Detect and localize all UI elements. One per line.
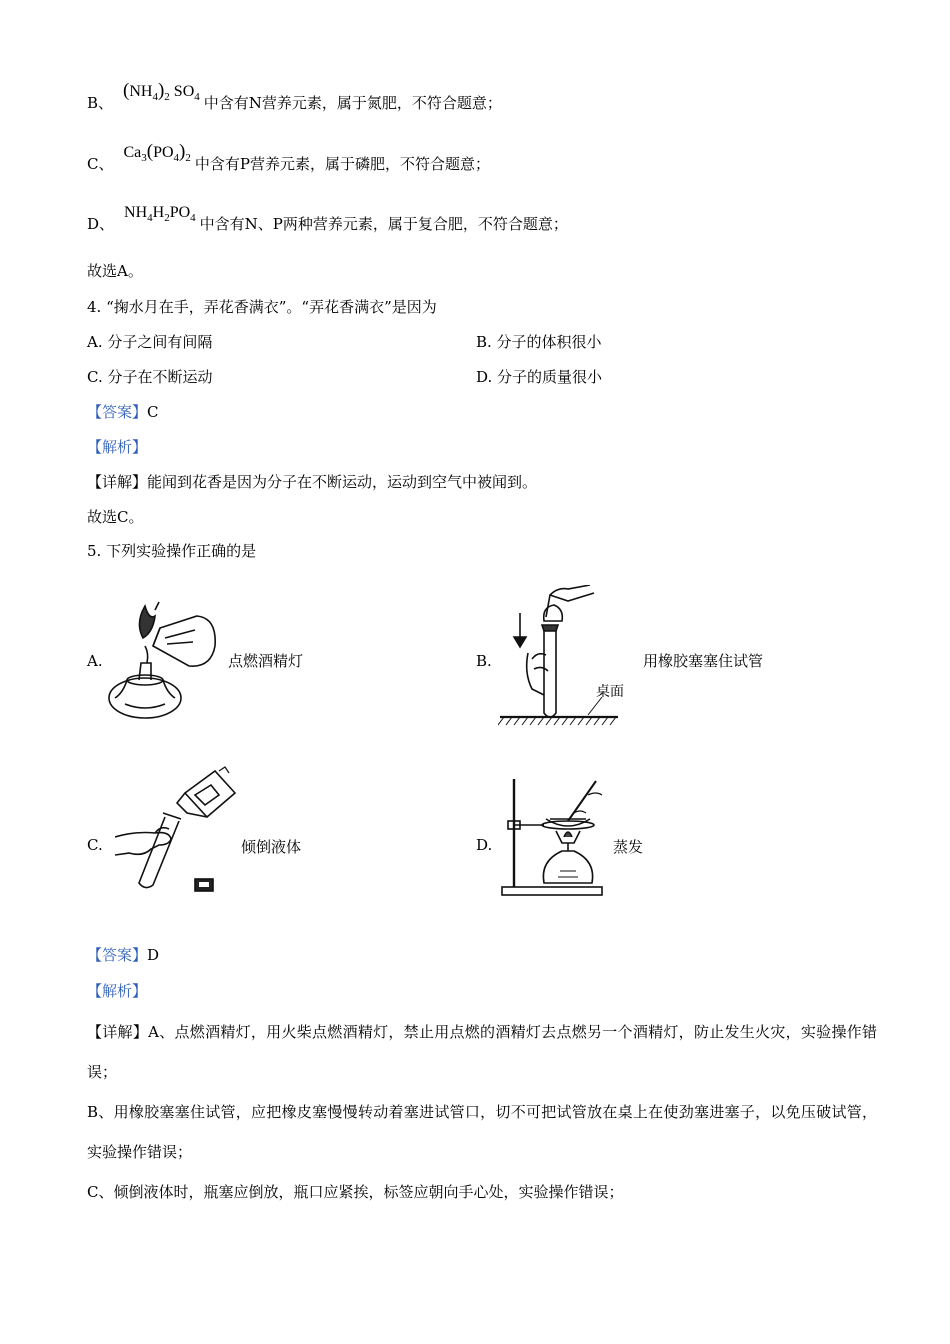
q4-detail: 【详解】能闻到花香是因为分子在不断运动，运动到空气中被闻到。 (87, 473, 538, 491)
table-surface-label: 桌面 (596, 684, 624, 700)
q3-conclusion: 故选A。 (87, 262, 143, 280)
figure-c-letter: C. (87, 836, 103, 854)
q3-option-b-explanation: B、$(NH_4)_2$ $SO_4$ 中含有N营养元素，属于氮肥，不符合题意； (87, 80, 502, 112)
q5-answer: 【答案】D (87, 946, 160, 964)
figure-a-lighting-alcohol-lamp (105, 598, 225, 723)
q4-option-a: A. 分子之间有间隔 (87, 333, 213, 351)
figure-d-evaporation-setup (500, 775, 610, 900)
q4-answer: 【答案】C (87, 403, 159, 421)
q5-detail-a: 【详解】A、点燃酒精灯，用火柴点燃酒精灯，禁止用点燃的酒精灯去点燃另一个酒精灯，防止发生火灾，实验操作错误； (87, 1023, 877, 1081)
figure-c-pouring-liquid (115, 765, 240, 900)
q5-stem: 5. 下列实验操作正确的是 (87, 542, 257, 560)
answer-tag: 【答案】 (87, 946, 148, 964)
q3-option-c-explanation: C、$Ca_3(PO_4)_2$ 中含有P营养元素，属于磷肥，不符合题意； (87, 141, 490, 173)
q4-option-d: D. 分子的质量很小 (476, 368, 603, 386)
q4-analysis-tag: 【解析】 (87, 438, 148, 456)
figure-c-caption: 倾倒液体 (241, 838, 302, 856)
q5-detail-b: B、用橡胶塞塞住试管，应把橡皮塞慢慢转动着塞进试管口，切不可把试管放在桌上在使劲塞进塞子，以免压破试管，实验操作错误； (87, 1103, 877, 1161)
formula-calcium-phosphate: $Ca_3(PO_4)_2$ (123, 141, 191, 165)
q4-conclusion: 故选C。 (87, 508, 144, 526)
figure-d-letter: D. (476, 836, 493, 854)
q3-option-d-explanation: D、$NH_4H_2PO_4$ 中含有N、P两种营养元素，属于复合肥，不符合题意； (87, 204, 568, 233)
formula-ammonium-dihydrogen-phosphate: $NH_4H_2PO_4$ (124, 204, 196, 225)
q5-detail-c: C、倾倒液体时，瓶塞应倒放，瓶口应紧挨，标签应朝向手心处，实验操作错误； (87, 1183, 624, 1201)
q5-analysis-tag: 【解析】 (87, 982, 148, 1000)
figure-b-caption: 用橡胶塞塞住试管 (643, 652, 764, 670)
q4-stem: 4. “掬水月在手，弄花香满衣”。“弄花香满衣”是因为 (87, 298, 437, 316)
figure-b-letter: B. (476, 652, 492, 670)
answer-tag: 【答案】 (87, 403, 148, 421)
figure-a-letter: A. (87, 652, 103, 670)
formula-ammonium-sulfate: $(NH_4)_2$ $SO_4$ (123, 80, 200, 104)
figure-d-caption: 蒸发 (613, 838, 644, 856)
figure-a-caption: 点燃酒精灯 (228, 652, 304, 670)
q4-option-c: C. 分子在不断运动 (87, 368, 213, 386)
q4-option-b: B. 分子的体积很小 (476, 333, 602, 351)
figure-b-stoppering-test-tube (498, 585, 633, 730)
